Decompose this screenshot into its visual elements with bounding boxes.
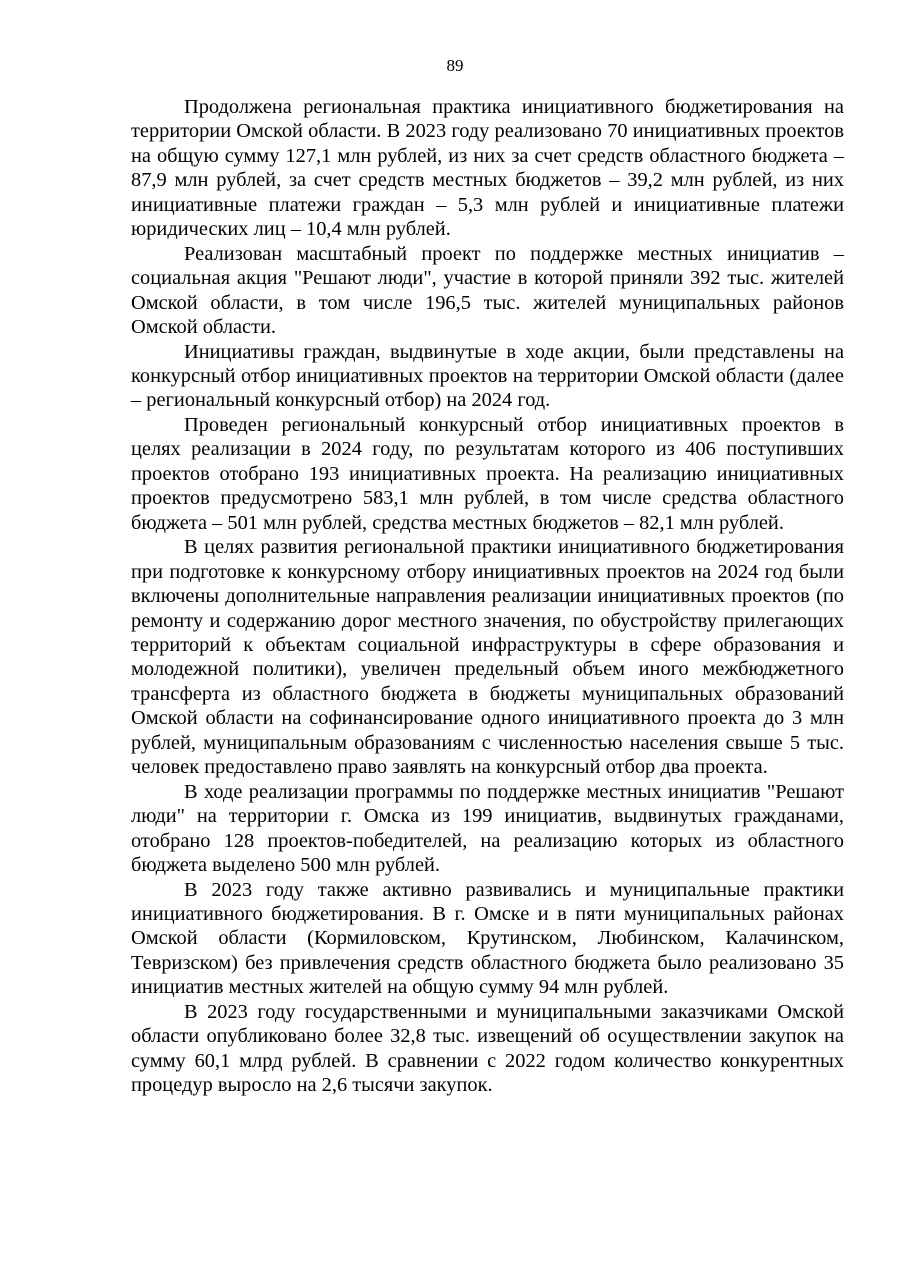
paragraph-procurement: В 2023 году государственными и муниципальными заказчиками Омской области опубликовано более 32,8 тыс. извещений об осуществлении закупок на сумму 60,1 млрд рублей. В сравнении с 2022 годом количество конкурентных процедур выросло на 2,6 тысячи закупок. — [131, 1000, 844, 1097]
paragraph-resheyut-lyudi-action: Реализован масштабный проект по поддержке местных инициатив – социальная акция "Решают люди", участие в которой приняли 392 тыс. жителей Омской области, в том числе 196,5 тыс. жителей муниципальных районов Омской области. — [131, 242, 844, 339]
document-body — [131, 95, 844, 1098]
paragraph-municipal-practices: В 2023 году также активно развивались и муниципальные практики инициативного бюджетирования. В г. Омске и в пяти муниципальных районах Омской области (Кормиловском, Крутинском, Любинском, Калачинском, Тевризском) без привлечения средств областного бюджета было реализовано 35 инициатив местных жителей на общую сумму 94 млн рублей. — [131, 878, 844, 999]
paragraph-citizen-initiatives: Инициативы граждан, выдвинутые в ходе акции, были представлены на конкурсный отбор инициативных проектов на территории Омской области (далее – региональный конкурсный отбор) на 2024 год. — [131, 340, 844, 412]
paragraph-regional-selection: Проведен региональный конкурсный отбор инициативных проектов в целях реализации в 2024 году, по результатам которого из 406 поступивших проектов отобрано 193 инициативных проекта. На реализацию инициативных проектов предусмотрено 583,1 млн рублей, в том числе средства областного бюджета – 501 млн рублей, средства местных бюджетов – 82,1 млн рублей. — [131, 413, 844, 534]
paragraph-omsk-program: В ходе реализации программы по поддержке местных инициатив "Решают люди" на территории г. Омска из 199 инициатив, выдвинутых гражданами, отобрано 128 проектов-победителей, на реализацию которых из областного бюджета выделено 500 млн рублей. — [131, 780, 844, 877]
paragraph-initiative-budgeting: Продолжена региональная практика инициативного бюджетирования на территории Омской области. В 2023 году реализовано 70 инициативных проектов на общую сумму 127,1 млн рублей, из них за счет средств областного бюджета – 87,9 млн рублей, за счет средств местных бюджетов – 39,2 млн рублей, из них инициативные платежи граждан – 5,3 млн рублей и инициативные платежи юридических лиц – 10,4 млн рублей. — [131, 96, 844, 241]
page-number: 89 — [446, 56, 464, 75]
paragraph-practice-development: В целях развития региональной практики инициативного бюджетирования при подготовке к конкурсному отбору инициативных проектов на 2024 год были включены дополнительные направления реализации инициативных проектов (по ремонту и содержанию дорог местного значения, по обустройству прилегающих территорий к объектам социальной инфраструктуры в сфере образования и молодежной политики), увеличен предельный объем иного межбюджетного трансферта из областного бюджета в бюджеты муниципальных образований Омской области на софинансирование одного инициативного проекта до 3 млн рублей, муниципальным образованиям с численностью населения свыше 5 тыс. человек предоставлено право заявлять на конкурсный отбор два проекта. — [131, 536, 844, 779]
